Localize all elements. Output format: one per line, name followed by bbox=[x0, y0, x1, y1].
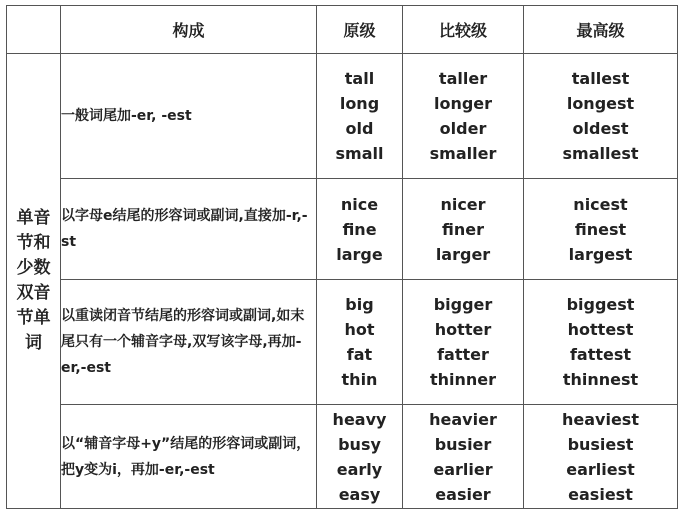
table-row bbox=[7, 179, 678, 280]
word: finer bbox=[442, 219, 484, 239]
word: thinnest bbox=[562, 370, 639, 389]
comparison-table bbox=[6, 5, 678, 509]
word: large bbox=[336, 244, 383, 264]
table-row bbox=[7, 405, 678, 509]
superlative-cell bbox=[524, 405, 678, 509]
base-cell bbox=[317, 179, 403, 280]
comparative-cell bbox=[403, 179, 524, 280]
comparative-cell bbox=[403, 405, 524, 509]
word: taller bbox=[438, 69, 488, 88]
word: tall bbox=[344, 69, 375, 88]
word: small bbox=[335, 144, 384, 163]
word: busier bbox=[434, 434, 492, 454]
word: smallest bbox=[562, 144, 639, 163]
word: hottest bbox=[567, 320, 634, 339]
word: nicer bbox=[440, 194, 486, 214]
word: earlier bbox=[433, 459, 493, 479]
superlative-cell bbox=[524, 54, 678, 179]
word: older bbox=[439, 119, 487, 138]
comparative-cell bbox=[403, 280, 524, 405]
table-row bbox=[7, 280, 678, 405]
word: smaller bbox=[429, 144, 497, 163]
rule-cell: 以重读闭音节结尾的形容词或副词,如末尾只有一个辅音字母,双写该字母,再加-er,-est bbox=[61, 280, 317, 405]
base-cell bbox=[317, 54, 403, 179]
word: busiest bbox=[567, 434, 634, 454]
word: biggest bbox=[566, 295, 635, 314]
word: hotter bbox=[434, 320, 492, 339]
word: largest bbox=[568, 244, 633, 264]
word: earliest bbox=[566, 459, 635, 479]
word: hot bbox=[344, 320, 375, 339]
word: fat bbox=[346, 345, 373, 364]
word: heavier bbox=[429, 409, 497, 429]
base-cell bbox=[317, 280, 403, 405]
word: busy bbox=[338, 434, 381, 454]
rule-cell: 以“辅音字母+y”结尾的形容词或副词，把y变为i，再加-er,-est bbox=[61, 405, 317, 509]
header-superlative: 最高级 bbox=[524, 6, 678, 54]
word: finest bbox=[574, 219, 627, 239]
header-row bbox=[7, 6, 678, 54]
category-label: 单音节和少数双音节单词 bbox=[16, 208, 51, 353]
word: easier bbox=[435, 484, 491, 504]
word: fatter bbox=[437, 345, 489, 364]
base-cell bbox=[317, 405, 403, 509]
word: heavy bbox=[332, 409, 387, 429]
word: nice bbox=[340, 194, 379, 214]
word: fine bbox=[342, 219, 377, 239]
comparative-cell bbox=[403, 54, 524, 179]
superlative-cell bbox=[524, 280, 678, 405]
header-comparative: 比较级 bbox=[403, 6, 524, 54]
word: larger bbox=[435, 244, 491, 264]
superlative-cell bbox=[524, 179, 678, 280]
word: early bbox=[336, 459, 383, 479]
word: thinner bbox=[429, 370, 497, 389]
rule-cell: 以字母e结尾的形容词或副词,直接加-r,-st bbox=[61, 179, 317, 280]
word: big bbox=[345, 295, 374, 314]
word: long bbox=[339, 94, 380, 113]
table-row bbox=[7, 54, 678, 179]
word: heaviest bbox=[562, 409, 639, 429]
word: old bbox=[345, 119, 374, 138]
word: longer bbox=[433, 94, 493, 113]
header-blank bbox=[7, 6, 61, 54]
word: longest bbox=[566, 94, 635, 113]
category-cell bbox=[7, 54, 61, 509]
word: bigger bbox=[433, 295, 493, 314]
word: oldest bbox=[572, 119, 629, 138]
word: fattest bbox=[569, 345, 632, 364]
word: thin bbox=[341, 370, 378, 389]
header-rule: 构成 bbox=[61, 6, 317, 54]
rule-cell: 一般词尾加-er, -est bbox=[61, 54, 317, 179]
word: easiest bbox=[568, 484, 633, 504]
word: tallest bbox=[571, 69, 630, 88]
word: easy bbox=[338, 484, 381, 504]
header-base: 原级 bbox=[317, 6, 403, 54]
word: nicest bbox=[573, 194, 628, 214]
